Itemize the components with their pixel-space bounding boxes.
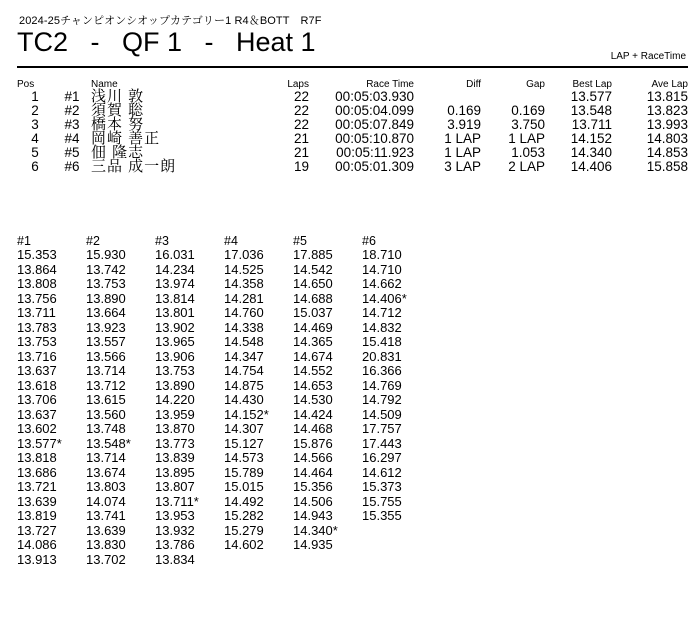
lap-row [17,451,431,466]
best-lap-cell: 14.152 [570,131,612,146]
lap-time-cell: 14.464 [293,464,333,480]
lap-time-cell: 13.741 [86,508,126,523]
lap-row [17,292,431,307]
lap-time-cell: 14.152* [224,406,269,422]
lap-col-header-1: #1 [17,234,31,248]
diff-cell: 1 LAP [444,131,481,146]
lap-time-cell: 13.706 [17,392,57,407]
lap-time-cell: 13.711 [17,305,56,320]
title-divider [17,66,688,68]
lap-row [17,335,431,350]
car-number-cell: #5 [64,145,80,160]
lap-time-cell: 13.890 [86,290,126,306]
ave-lap-cell: 13.823 [646,103,688,118]
lap-time-cell: 13.602 [17,421,57,436]
lap-row [17,495,431,510]
lap-time-cell: 13.742 [86,261,126,277]
lap-time-cell: 13.712 [86,377,126,393]
lap-time-cell: 14.760 [224,305,264,320]
lap-time-cell: 15.789 [224,464,264,480]
lap-time-cell: 17.036 [224,247,264,262]
lap-time-cell: 13.923 [86,319,126,335]
lap-time-cell: 13.807 [155,479,195,494]
lap-time-cell: 14.347 [224,348,264,364]
lap-time-cell: 14.358 [224,276,264,291]
position-cell: 1 [31,89,39,104]
lap-time-cell: 15.356 [293,479,333,494]
car-number-cell: #4 [64,131,80,146]
diff-cell: 3.919 [447,117,481,132]
lap-time-cell: 13.618 [17,377,57,393]
lap-time-cell: 14.492 [224,493,264,509]
lap-time-cell: 13.716 [17,348,57,364]
lap-time-cell: 13.906 [155,348,195,364]
col-header-best-lap: Best Lap [572,79,612,90]
lap-time-cell: 14.307 [224,421,264,436]
lap-time-cell: 17.757 [362,421,402,436]
lap-time-cell: 13.819 [17,508,57,523]
best-lap-cell: 13.548 [570,103,612,118]
results-body [17,90,688,174]
position-cell: 2 [31,103,39,118]
lap-time-cell: 13.714 [86,450,126,465]
lap-time-cell: 13.748 [86,421,126,436]
lap-time-cell: 14.573 [224,450,264,465]
event-name: 2024-25チャンピオンシオップカテゴリー1 R4＆BOTT R7F [19,15,322,27]
lap-time-cell: 13.721 [17,479,57,494]
lap-time-cell: 17.443 [362,435,402,451]
col-header-gap: Gap [526,79,545,90]
col-header-race-time: Race Time [366,79,414,90]
lap-col-header-2: #2 [86,234,100,248]
lap-row [17,509,431,524]
report-subtitle: LAP + RaceTime [610,51,686,62]
laps-cell: 22 [293,89,309,104]
race-time-cell: 00:05:11.923 [336,145,414,160]
best-lap-cell: 14.406 [570,159,612,174]
lap-time-cell: 13.560 [86,406,126,422]
lap-time-cell: 14.688 [293,290,333,306]
lap-time-cell: 14.281 [224,290,264,306]
lap-times-table [17,234,431,567]
lap-time-cell: 14.509 [362,406,402,422]
driver-name-cell: 須賀 聡 [91,102,145,119]
ave-lap-cell: 13.815 [646,89,688,104]
car-number-cell: #3 [64,117,80,132]
lap-time-cell: 13.753 [17,334,57,349]
position-cell: 5 [31,145,39,160]
lap-time-cell: 14.430 [224,392,264,407]
gap-cell: 2 LAP [508,159,545,174]
lap-time-cell: 13.727 [17,522,57,538]
lap-time-cell: 14.542 [293,261,333,277]
position-cell: 6 [31,159,39,174]
lap-time-cell: 15.355 [362,508,402,523]
lap-time-cell: 14.612 [362,464,402,480]
lap-time-cell [362,553,431,568]
lap-time-cell: 14.602 [224,537,264,552]
lap-row [17,248,431,263]
lap-time-cell: 14.406* [362,290,407,306]
lap-time-cell: 14.653 [293,377,333,393]
lap-time-cell: 14.424 [293,406,333,422]
driver-name-cell: 佃 隆志 [91,144,145,161]
col-header-diff: Diff [466,79,481,90]
lap-time-cell: 13.839 [155,450,195,465]
lap-row [17,408,431,423]
lap-time-cell: 13.959 [155,406,195,422]
race-time-cell: 00:05:10.870 [335,131,414,146]
lap-time-cell: 15.418 [362,334,402,349]
lap-time-cell: 14.365 [293,334,333,349]
col-header-laps: Laps [287,79,309,90]
lap-time-cell: 13.566 [86,348,126,364]
lap-time-cell: 14.769 [362,377,402,393]
position-cell: 3 [31,117,39,132]
car-number-cell: #1 [64,89,80,104]
laps-cell: 21 [293,145,309,160]
lap-time-cell: 13.753 [86,276,126,291]
col-header-ave-lap: Ave Lap [651,79,688,90]
lap-row [17,350,431,365]
lap-header-row [17,234,431,248]
lap-time-cell: 13.895 [155,464,195,480]
driver-name-cell: 岡崎 善正 [91,130,161,147]
lap-time-cell: 13.577* [17,435,62,451]
laps-cell: 19 [293,159,309,174]
diff-cell: 1 LAP [444,145,481,160]
lap-row [17,553,431,568]
race-time-cell: 00:05:01.309 [335,159,414,174]
race-time-cell: 00:05:07.849 [335,117,414,132]
lap-row [17,437,431,452]
ave-lap-cell: 14.803 [646,131,688,146]
ave-lap-cell: 15.858 [646,159,688,174]
lap-row [17,263,431,278]
lap-time-cell: 14.525 [224,261,264,277]
best-lap-cell: 14.340 [570,145,612,160]
lap-time-cell: 13.965 [155,334,195,349]
diff-cell [414,90,481,104]
lap-time-cell: 13.615 [86,392,126,407]
laps-cell: 22 [293,117,309,132]
race-time-cell: 00:05:04.099 [335,103,414,118]
best-lap-cell: 13.577 [570,89,612,104]
gap-cell: 1.053 [511,145,545,160]
lap-time-cell: 13.637 [17,363,57,378]
lap-time-cell: 13.786 [155,537,195,552]
lap-time-cell: 13.753 [155,363,195,378]
col-header-number [53,76,91,90]
lap-time-cell: 14.506 [293,493,333,509]
lap-time-cell: 15.755 [362,493,402,509]
lap-time-cell: 13.557 [86,334,126,349]
gap-cell: 1 LAP [508,131,545,146]
lap-time-cell: 14.234 [155,261,195,277]
lap-time-cell: 13.953 [155,508,195,523]
lap-time-cell: 13.686 [17,464,57,480]
lap-time-cell: 14.712 [362,305,402,320]
gap-cell [481,90,545,104]
lap-time-cell: 13.639 [86,522,126,538]
lap-time-cell: 14.548 [224,334,264,349]
lap-time-cell: 13.711* [155,493,199,509]
lap-time-cell: 13.834 [155,551,195,567]
lap-time-cell: 15.876 [293,435,333,451]
driver-name-cell: 浅川 敦 [91,88,145,105]
lap-time-cell: 13.548* [86,435,131,451]
lap-time-cell: 14.792 [362,392,402,407]
diff-cell: 0.169 [447,103,481,118]
lap-time-cell: 13.890 [155,377,195,393]
lap-row [17,306,431,321]
lap-time-cell: 14.650 [293,276,333,291]
lap-time-cell [362,538,431,553]
lap-row [17,422,431,437]
gap-cell: 3.750 [511,117,545,132]
lap-time-cell: 20.831 [362,348,402,364]
lap-time-cell: 15.373 [362,479,402,494]
lap-time-cell: 15.279 [224,522,264,538]
col-header-pos: Pos [17,79,35,90]
result-row [17,160,688,174]
lap-time-cell: 13.932 [155,522,195,538]
lap-time-cell: 13.902 [155,319,195,335]
lap-row [17,364,431,379]
lap-time-cell [362,524,431,539]
lap-time-cell: 13.702 [86,551,126,567]
lap-time-cell: 17.885 [293,247,333,262]
lap-time-cell: 15.282 [224,508,264,523]
lap-time-cell: 15.930 [86,247,126,262]
lap-time-cell: 13.674 [86,464,126,480]
lap-row [17,321,431,336]
lap-time-cell: 13.974 [155,276,195,291]
page-title: TC2 - QF 1 - Heat 1 [17,27,316,57]
lap-time-cell: 13.830 [86,537,126,552]
lap-row [17,379,431,394]
laps-cell: 21 [293,131,309,146]
lap-time-cell: 15.353 [17,247,57,262]
lap-time-cell: 13.773 [155,435,195,451]
results-table [17,76,688,174]
lap-time-cell: 15.127 [224,435,264,451]
lap-row [17,538,431,553]
lap-time-cell: 14.943 [293,508,333,523]
lap-time-cell [224,553,293,568]
race-time-cell: 00:05:03.930 [335,89,414,104]
lap-time-cell: 13.913 [17,551,57,567]
lap-time-cell: 13.801 [155,305,195,320]
lap-time-cell: 14.338 [224,319,264,335]
lap-time-cell: 14.832 [362,319,402,335]
lap-col-header-6: #6 [362,234,376,248]
lap-time-cell: 15.015 [224,479,264,494]
lap-time-cell: 14.875 [224,377,264,393]
lap-row [17,393,431,408]
lap-time-cell: 14.754 [224,363,264,378]
lap-time-cell: 14.086 [17,537,57,552]
lap-time-cell: 13.870 [155,421,195,436]
car-number-cell: #6 [64,159,80,174]
lap-time-cell: 18.710 [362,247,402,262]
lap-time-cell: 13.783 [17,319,57,335]
lap-time-cell: 13.808 [17,276,57,291]
position-cell: 4 [31,131,39,146]
lap-time-cell: 14.674 [293,348,333,364]
lap-time-cell: 14.340* [293,522,338,538]
lap-time-cell: 14.552 [293,363,333,378]
lap-time-cell: 14.220 [155,392,195,407]
lap-time-cell: 14.935 [293,537,333,552]
lap-row [17,524,431,539]
lap-time-cell: 14.074 [86,493,126,509]
lap-time-cell: 13.639 [17,493,57,509]
lap-row [17,277,431,292]
ave-lap-cell: 13.993 [646,117,688,132]
lap-time-cell: 13.803 [86,479,126,494]
lap-time-cell: 14.662 [362,276,402,291]
lap-time-cell: 16.297 [362,450,402,465]
lap-time-cell: 14.468 [293,421,333,436]
lap-time-cell: 14.710 [362,261,402,277]
laps-body [17,248,431,567]
ave-lap-cell: 14.853 [646,145,688,160]
lap-time-cell: 13.818 [17,450,57,465]
laps-cell: 22 [293,103,309,118]
lap-time-cell: 14.566 [293,450,333,465]
best-lap-cell: 13.711 [571,117,612,132]
car-number-cell: #2 [64,103,80,118]
lap-time-cell: 16.031 [155,247,195,262]
lap-col-header-5: #5 [293,234,307,248]
lap-time-cell: 14.530 [293,392,333,407]
driver-name-cell: 三品 成一朗 [91,158,177,175]
lap-time-cell: 13.756 [17,290,57,306]
lap-col-header-3: #3 [155,234,169,248]
lap-time-cell: 13.637 [17,406,57,422]
lap-time-cell: 13.864 [17,261,57,277]
lap-col-header-4: #4 [224,234,238,248]
lap-row [17,466,431,481]
driver-name-cell: 橋本 努 [91,116,145,133]
lap-time-cell: 16.366 [362,363,402,378]
col-header-name: Name [91,79,118,90]
lap-time-cell [293,553,362,568]
lap-time-cell: 13.664 [86,305,126,320]
diff-cell: 3 LAP [444,159,481,174]
gap-cell: 0.169 [511,103,545,118]
lap-time-cell: 15.037 [293,305,333,320]
lap-row [17,480,431,495]
lap-time-cell: 14.469 [293,319,333,335]
lap-time-cell: 13.814 [155,290,195,306]
lap-time-cell: 13.714 [86,363,126,378]
